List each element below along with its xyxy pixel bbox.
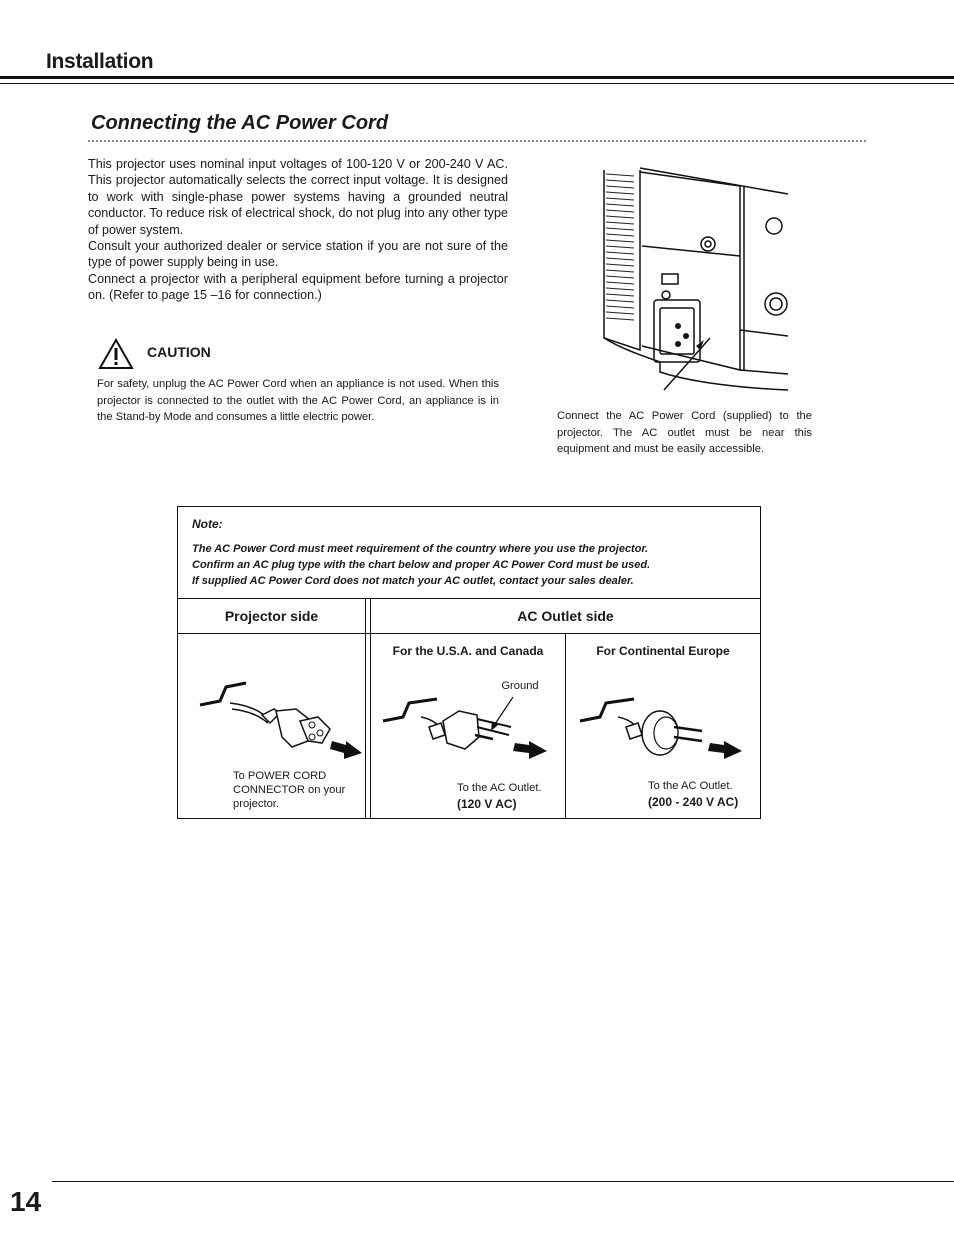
note-line-1: The AC Power Cord must meet requirement of the country where you use the projector. xyxy=(192,543,649,555)
ac-outlet-side-heading: AC Outlet side xyxy=(517,608,614,624)
column-divider xyxy=(565,633,566,818)
projector-connector-caption: To POWER CORD CONNECTOR on your projector. xyxy=(233,770,346,810)
table-header-divider xyxy=(178,633,760,634)
projector-rear-illustration xyxy=(600,160,794,396)
dotted-divider xyxy=(88,140,866,142)
column-divider xyxy=(370,598,371,818)
usa-canada-heading: For the U.S.A. and Canada xyxy=(392,644,544,658)
projector-side-heading: Projector side xyxy=(224,608,319,624)
note-line-3: If supplied AC Power Cord does not match your AC outlet, contact your sales dealer. xyxy=(192,575,634,587)
ground-label: Ground xyxy=(501,680,539,692)
warning-triangle-icon xyxy=(98,338,134,370)
continental-europe-heading: For Continental Europe xyxy=(596,644,730,658)
page-title: Connecting the AC Power Cord xyxy=(91,112,389,134)
europe-outlet-caption: To the AC Outlet. xyxy=(648,780,733,792)
usa-voltage: (120 V AC) xyxy=(457,797,517,811)
header-rule-thin xyxy=(0,83,954,84)
caution-label: CAUTION xyxy=(147,344,211,360)
intro-text xyxy=(88,156,508,304)
note-text xyxy=(192,541,752,589)
note-line-2: Confirm an AC plug type with the chart below and proper AC Power Cord must be used. xyxy=(192,559,651,571)
intro-paragraph-1: This projector uses nominal input voltages of 100-120 V or 200-240 V AC. This projector automatically selects the correct input voltage. It is designed to work with single-phase power systems having a grounded neutral conductor. To reduce risk of electrical shock, do not plug into any other type of power system. xyxy=(88,157,508,237)
note-box xyxy=(177,506,761,819)
note-label: Note: xyxy=(192,517,223,531)
column-divider xyxy=(365,598,366,818)
projector-connector-plug-illustration xyxy=(196,679,364,765)
europe-plug-illustration xyxy=(576,675,756,765)
intro-paragraph-2: Consult your authorized dealer or service station if you are not sure of the type of power supply being in use. xyxy=(88,239,508,270)
section-title: Installation xyxy=(46,50,154,73)
page-number: 14 xyxy=(10,1186,42,1217)
projector-caption: Connect the AC Power Cord (supplied) to the projector. The AC outlet must be near this equipment and must be easily accessible. xyxy=(557,410,812,455)
footer-rule xyxy=(52,1181,954,1182)
europe-voltage: (200 - 240 V AC) xyxy=(648,795,739,809)
header-rule xyxy=(0,76,954,79)
usa-outlet-caption: To the AC Outlet. xyxy=(457,782,542,794)
intro-paragraph-3: Connect a projector with a peripheral equipment before turning a projector on. (Refer to page 15 –16 for connection.) xyxy=(88,271,508,303)
table-divider xyxy=(178,598,760,599)
caution-text: For safety, unplug the AC Power Cord when an appliance is not used. When this projector is connected to the outlet with the AC Power Cord, an appliance is in the Stand-by Mode and consumes a little electric power. xyxy=(97,378,499,423)
